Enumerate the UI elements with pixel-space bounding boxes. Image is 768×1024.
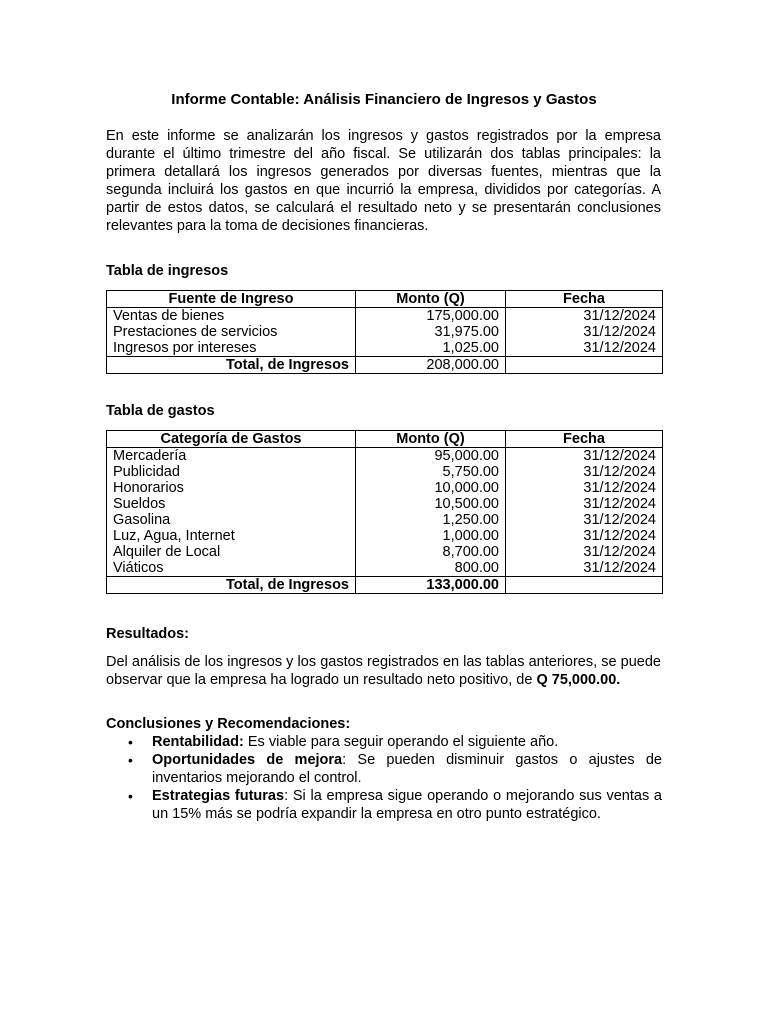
list-item bbox=[106, 733, 662, 751]
table-row bbox=[107, 528, 663, 544]
income-total-label: Total, de Ingresos bbox=[107, 357, 356, 374]
table-row bbox=[107, 480, 663, 496]
income-header-amount: Monto (Q) bbox=[356, 291, 506, 308]
expense-category: Honorarios bbox=[107, 480, 356, 496]
income-source: Ventas de bienes bbox=[107, 308, 356, 325]
list-item bbox=[106, 787, 662, 823]
expenses-header-amount: Monto (Q) bbox=[356, 431, 506, 448]
table-row bbox=[107, 544, 663, 560]
expense-date: 31/12/2024 bbox=[506, 560, 663, 577]
document-title: Informe Contable: Análisis Financiero de Ingresos y Gastos bbox=[171, 91, 597, 108]
table-row bbox=[107, 308, 663, 325]
table-row bbox=[107, 560, 663, 577]
expense-amount: 1,000.00 bbox=[356, 528, 506, 544]
conclusion-label: Oportunidades de mejora bbox=[152, 752, 343, 768]
expense-category: Alquiler de Local bbox=[107, 544, 356, 560]
income-source: Prestaciones de servicios bbox=[107, 324, 356, 340]
results-text: Del análisis de los ingresos y los gastos registrados en las tablas anteriores, se puede observar que la empresa ha logrado un resultado neto positivo, de bbox=[106, 654, 661, 688]
expenses-total-empty bbox=[506, 577, 663, 594]
income-amount: 1,025.00 bbox=[356, 340, 506, 357]
conclusion-text: : Si la empresa sigue operando o mejorando sus ventas a un 15% más se podría expandir la empresa en otro punto estratégico. bbox=[152, 788, 662, 822]
expense-amount: 10,500.00 bbox=[356, 496, 506, 512]
expenses-header-date: Fecha bbox=[506, 431, 663, 448]
list-item bbox=[106, 751, 662, 787]
expenses-header-category: Categoría de Gastos bbox=[107, 431, 356, 448]
income-table-header-row bbox=[107, 291, 663, 308]
income-table-heading: Tabla de ingresos bbox=[106, 263, 229, 279]
expense-amount: 8,700.00 bbox=[356, 544, 506, 560]
expense-category: Mercadería bbox=[107, 448, 356, 465]
income-date: 31/12/2024 bbox=[506, 324, 663, 340]
expense-amount: 5,750.00 bbox=[356, 464, 506, 480]
expense-date: 31/12/2024 bbox=[506, 480, 663, 496]
income-table bbox=[106, 290, 663, 374]
bullet-icon: • bbox=[128, 752, 133, 768]
bullet-icon: • bbox=[128, 788, 133, 804]
expense-date: 31/12/2024 bbox=[506, 448, 663, 465]
expenses-total-label: Total, de Ingresos bbox=[107, 577, 356, 594]
expense-category: Gasolina bbox=[107, 512, 356, 528]
conclusion-label: Estrategias futuras bbox=[152, 788, 285, 804]
expense-date: 31/12/2024 bbox=[506, 464, 663, 480]
conclusions-list bbox=[106, 733, 662, 823]
expense-amount: 1,250.00 bbox=[356, 512, 506, 528]
intro-paragraph: En este informe se analizarán los ingresos y gastos registrados por la empresa durante el último trimestre del año fiscal. Se utilizarán dos tablas principales: la primera detallará los ingresos generados por diversas fuentes, mientras que la segunda incluirá los gastos en que incurrió la empresa, divididos por categorías. A partir de estos datos, se calculará el resultado neto y se presentarán conclusiones relevantes para la toma de decisiones financieras. bbox=[106, 128, 661, 234]
table-row bbox=[107, 448, 663, 465]
expenses-table-heading: Tabla de gastos bbox=[106, 403, 215, 419]
expense-category: Luz, Agua, Internet bbox=[107, 528, 356, 544]
conclusion-label: Rentabilidad: bbox=[152, 734, 244, 750]
income-header-date: Fecha bbox=[506, 291, 663, 308]
expense-amount: 800.00 bbox=[356, 560, 506, 577]
income-header-source: Fuente de Ingreso bbox=[107, 291, 356, 308]
income-date: 31/12/2024 bbox=[506, 308, 663, 325]
expense-date: 31/12/2024 bbox=[506, 496, 663, 512]
expense-date: 31/12/2024 bbox=[506, 512, 663, 528]
table-row bbox=[107, 340, 663, 357]
expenses-table bbox=[106, 430, 663, 594]
results-heading: Resultados: bbox=[106, 626, 189, 642]
expense-date: 31/12/2024 bbox=[506, 528, 663, 544]
results-paragraph bbox=[106, 653, 661, 689]
conclusion-text: : Se pueden disminuir gastos o ajustes de inventarios mejorando el control. bbox=[152, 752, 662, 786]
table-row bbox=[107, 512, 663, 528]
income-source: Ingresos por intereses bbox=[107, 340, 356, 357]
table-row bbox=[107, 464, 663, 480]
expenses-total-row bbox=[107, 577, 663, 594]
income-total-value: 208,000.00 bbox=[356, 357, 506, 374]
expenses-total-value: 133,000.00 bbox=[356, 577, 506, 594]
bullet-icon: • bbox=[128, 734, 133, 750]
income-total-empty bbox=[506, 357, 663, 374]
expense-date: 31/12/2024 bbox=[506, 544, 663, 560]
income-date: 31/12/2024 bbox=[506, 340, 663, 357]
table-row bbox=[107, 324, 663, 340]
conclusions-heading: Conclusiones y Recomendaciones: bbox=[106, 716, 351, 732]
expense-amount: 95,000.00 bbox=[356, 448, 506, 465]
expense-category: Publicidad bbox=[107, 464, 356, 480]
income-amount: 175,000.00 bbox=[356, 308, 506, 325]
income-amount: 31,975.00 bbox=[356, 324, 506, 340]
expense-category: Viáticos bbox=[107, 560, 356, 577]
income-total-row bbox=[107, 357, 663, 374]
conclusion-text: Es viable para seguir operando el siguiente año. bbox=[243, 734, 559, 750]
results-value: Q 75,000.00. bbox=[536, 672, 621, 688]
expense-category: Sueldos bbox=[107, 496, 356, 512]
table-row bbox=[107, 496, 663, 512]
expenses-table-header-row bbox=[107, 431, 663, 448]
expense-amount: 10,000.00 bbox=[356, 480, 506, 496]
